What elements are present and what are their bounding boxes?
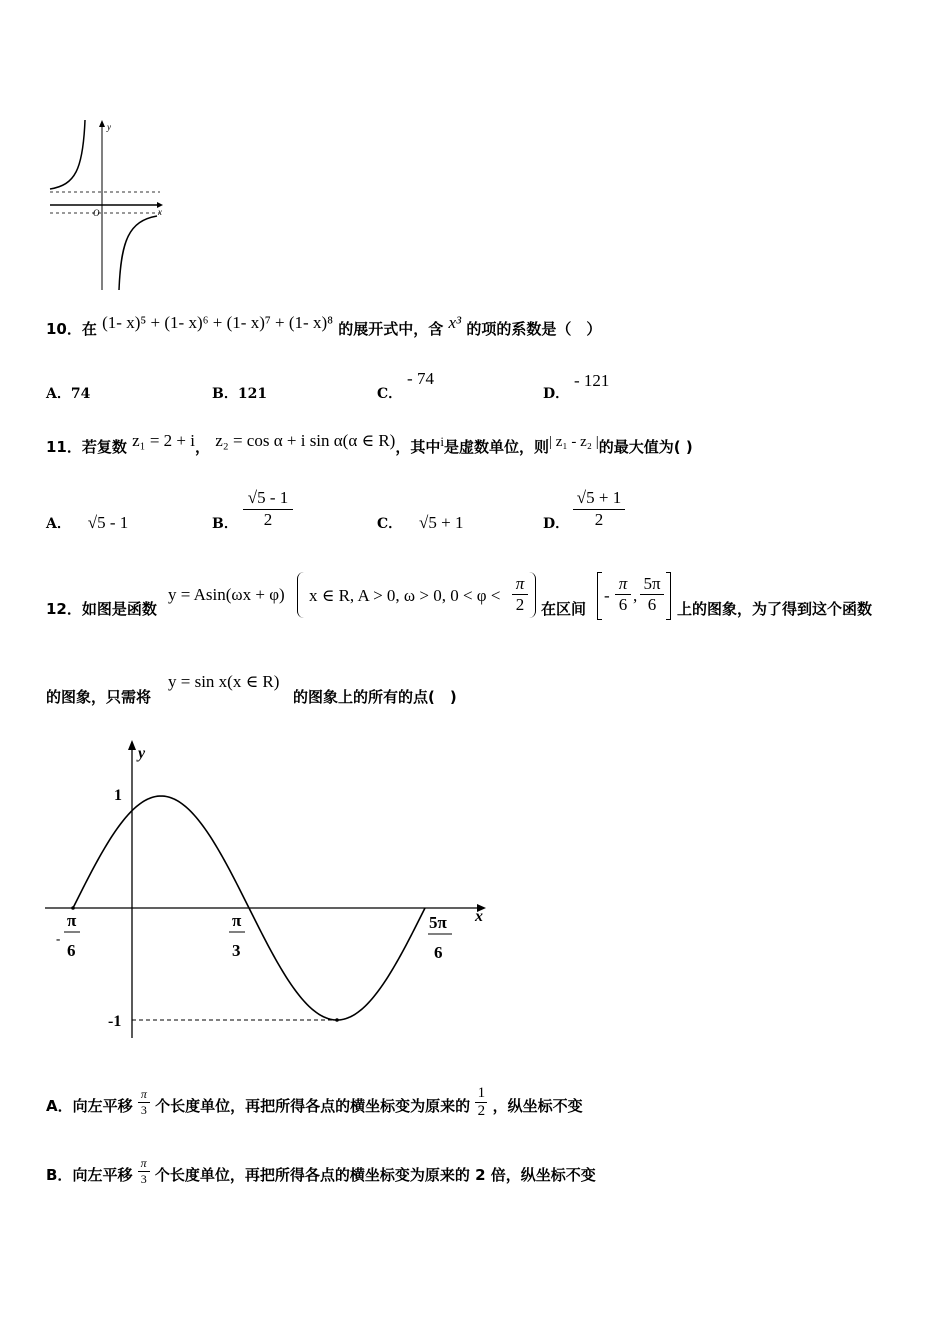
q12-conditions: x ∈ R, A > 0, ω > 0, 0 < φ < bbox=[309, 586, 501, 605]
q10-term: x³ bbox=[448, 313, 462, 332]
y-axis-arrow bbox=[128, 740, 136, 750]
q12-function: y = Asin(ωx + φ) bbox=[168, 585, 285, 604]
q12-number: 12． bbox=[46, 600, 82, 618]
q10-line bbox=[46, 313, 602, 339]
q10-middle: 的展开式中，含 bbox=[338, 320, 444, 338]
q11-option-c[interactable] bbox=[377, 513, 463, 533]
q11-option-b[interactable] bbox=[212, 513, 238, 533]
option-label: C． bbox=[377, 386, 403, 402]
q12-conditions-fraction bbox=[512, 574, 528, 615]
option-text: 向左平移 bbox=[72, 1097, 133, 1115]
option-label: A． bbox=[46, 386, 71, 402]
x-tick-pi6-num: π bbox=[67, 911, 77, 930]
q11-modulus: | z₁ - z₂ | bbox=[549, 434, 599, 450]
q12-prefix: 如图是函数 bbox=[81, 600, 157, 618]
x-tick-pi6-den: 6 bbox=[67, 941, 76, 960]
q12-interval-frac1 bbox=[615, 574, 631, 615]
option-label: B． bbox=[212, 386, 238, 402]
q12-number-prefix bbox=[46, 598, 157, 619]
q11-sep: ， bbox=[195, 438, 211, 456]
curve-left bbox=[50, 120, 85, 189]
q11-middle: ，其中 bbox=[395, 438, 441, 456]
fraction-numerator: √5 - 1 bbox=[243, 488, 293, 510]
x-tick-pi3-num: π bbox=[232, 911, 242, 930]
y-axis-label: y bbox=[107, 122, 111, 132]
option-text: √5 - 1 bbox=[87, 513, 129, 532]
q12-line2-prefix: 的图象，只需将 bbox=[46, 688, 152, 706]
y-axis-arrow bbox=[99, 120, 105, 127]
q10-expression: (1- x)⁵ + (1- x)⁶ + (1- x)⁷ + (1- x)⁸ bbox=[102, 313, 334, 332]
q12-option-a[interactable] bbox=[46, 1085, 583, 1124]
x-axis-label: x bbox=[475, 908, 483, 925]
q12-conditions-paren-left bbox=[297, 572, 304, 618]
x-tick-pi3-den: 3 bbox=[232, 941, 241, 960]
q10-prefix: 在 bbox=[81, 320, 97, 338]
fraction-denominator: 6 bbox=[647, 595, 657, 614]
option-text: √5 + 1 bbox=[419, 513, 464, 532]
x-tick-neg-sign: - bbox=[56, 931, 61, 946]
q11-option-d-fraction bbox=[573, 488, 625, 530]
y-tick-neg1: -1 bbox=[108, 1013, 122, 1030]
q10-option-a[interactable] bbox=[46, 383, 90, 403]
q10-number: 10． bbox=[46, 320, 82, 338]
option-text: 74 bbox=[70, 386, 91, 402]
option-a-half bbox=[475, 1085, 487, 1120]
origin-label: O bbox=[93, 208, 100, 218]
q12-interval-bracket-left bbox=[597, 572, 602, 620]
q11-middle2: 是虚数单位，则 bbox=[443, 438, 549, 456]
option-text: - 74 bbox=[407, 369, 434, 388]
option-text: 向左平移 bbox=[72, 1166, 133, 1184]
q11-number: 11． bbox=[46, 438, 82, 456]
fraction-denominator: 2 bbox=[263, 510, 273, 529]
fraction-numerator: π bbox=[138, 1087, 150, 1103]
q11-option-d[interactable] bbox=[543, 513, 569, 533]
option-text: ，纵坐标不变 bbox=[492, 1097, 583, 1115]
option-label: D． bbox=[543, 516, 570, 532]
q12-suffix: 上的图象，为了得到这个函数 bbox=[677, 600, 873, 618]
option-b-fraction bbox=[138, 1156, 150, 1187]
fraction-denominator: 2 bbox=[477, 1103, 486, 1119]
curve-right bbox=[119, 216, 157, 290]
fraction-numerator: π bbox=[138, 1156, 150, 1172]
option-text: - 121 bbox=[574, 371, 610, 390]
x-axis-label: x bbox=[158, 207, 162, 217]
q11-option-b-fraction bbox=[243, 488, 293, 530]
q12-line2-suffix: 的图象上的所有的点( ) bbox=[293, 688, 457, 706]
top-graph bbox=[45, 115, 170, 295]
q12-conditions-paren-right bbox=[529, 572, 536, 618]
option-label: A． bbox=[46, 1097, 73, 1115]
q11-line bbox=[46, 431, 693, 457]
q11-z1: z₁ = 2 + i bbox=[132, 431, 195, 450]
q10-suffix: 的项的系数是（ ） bbox=[466, 320, 602, 338]
fraction-numerator: 5π bbox=[640, 574, 664, 595]
q10-option-c[interactable] bbox=[377, 369, 434, 403]
q11-i-symbol: i bbox=[440, 434, 444, 449]
fraction-numerator: π bbox=[615, 574, 631, 595]
q12-graph bbox=[40, 738, 500, 1043]
data-point bbox=[71, 906, 75, 910]
q12-option-b[interactable] bbox=[46, 1156, 596, 1191]
option-text: 个长度单位，再把所得各点的横坐标变为原来的 2 倍，纵坐标不变 bbox=[154, 1166, 596, 1184]
option-a-fraction bbox=[138, 1087, 150, 1118]
q10-option-d[interactable] bbox=[543, 371, 610, 403]
fraction-denominator: 3 bbox=[140, 1172, 147, 1186]
q11-z2: z₂ = cos α + i sin α(α ∈ R) bbox=[215, 431, 396, 450]
option-label: D． bbox=[543, 386, 570, 402]
fraction-numerator: √5 + 1 bbox=[573, 488, 625, 510]
q10-option-b[interactable] bbox=[212, 383, 267, 403]
option-label: C． bbox=[377, 516, 403, 532]
q12-interval-minus: - bbox=[604, 586, 610, 605]
q12-interval-comma: , bbox=[633, 586, 638, 605]
q11-option-a[interactable] bbox=[46, 513, 128, 533]
data-point bbox=[335, 1018, 339, 1022]
q12-line2-function: y = sin x(x ∈ R) bbox=[168, 672, 280, 691]
option-label: B． bbox=[212, 516, 238, 532]
option-label: A． bbox=[46, 516, 71, 532]
y-axis-label: y bbox=[138, 745, 146, 762]
fraction-numerator: π bbox=[512, 574, 528, 595]
q11-suffix: 的最大值为( ) bbox=[598, 438, 693, 456]
q12-interval-bracket-right bbox=[666, 572, 671, 620]
x-tick-5pi6-num: 5π bbox=[429, 913, 447, 932]
q12-interval-frac2 bbox=[640, 574, 664, 615]
q12-middle: 在区间 bbox=[541, 600, 587, 618]
q11-prefix: 若复数 bbox=[81, 438, 127, 456]
x-tick-5pi6-den: 6 bbox=[434, 943, 443, 962]
option-text: 121 bbox=[237, 386, 268, 402]
y-tick-1: 1 bbox=[114, 787, 122, 804]
fraction-denominator: 6 bbox=[618, 595, 628, 614]
fraction-numerator: 1 bbox=[475, 1085, 487, 1103]
fraction-denominator: 2 bbox=[594, 510, 604, 529]
option-label: B． bbox=[46, 1166, 73, 1184]
fraction-denominator: 2 bbox=[515, 595, 525, 614]
option-text: 个长度单位，再把所得各点的横坐标变为原来的 bbox=[155, 1097, 471, 1115]
fraction-denominator: 3 bbox=[140, 1103, 147, 1117]
